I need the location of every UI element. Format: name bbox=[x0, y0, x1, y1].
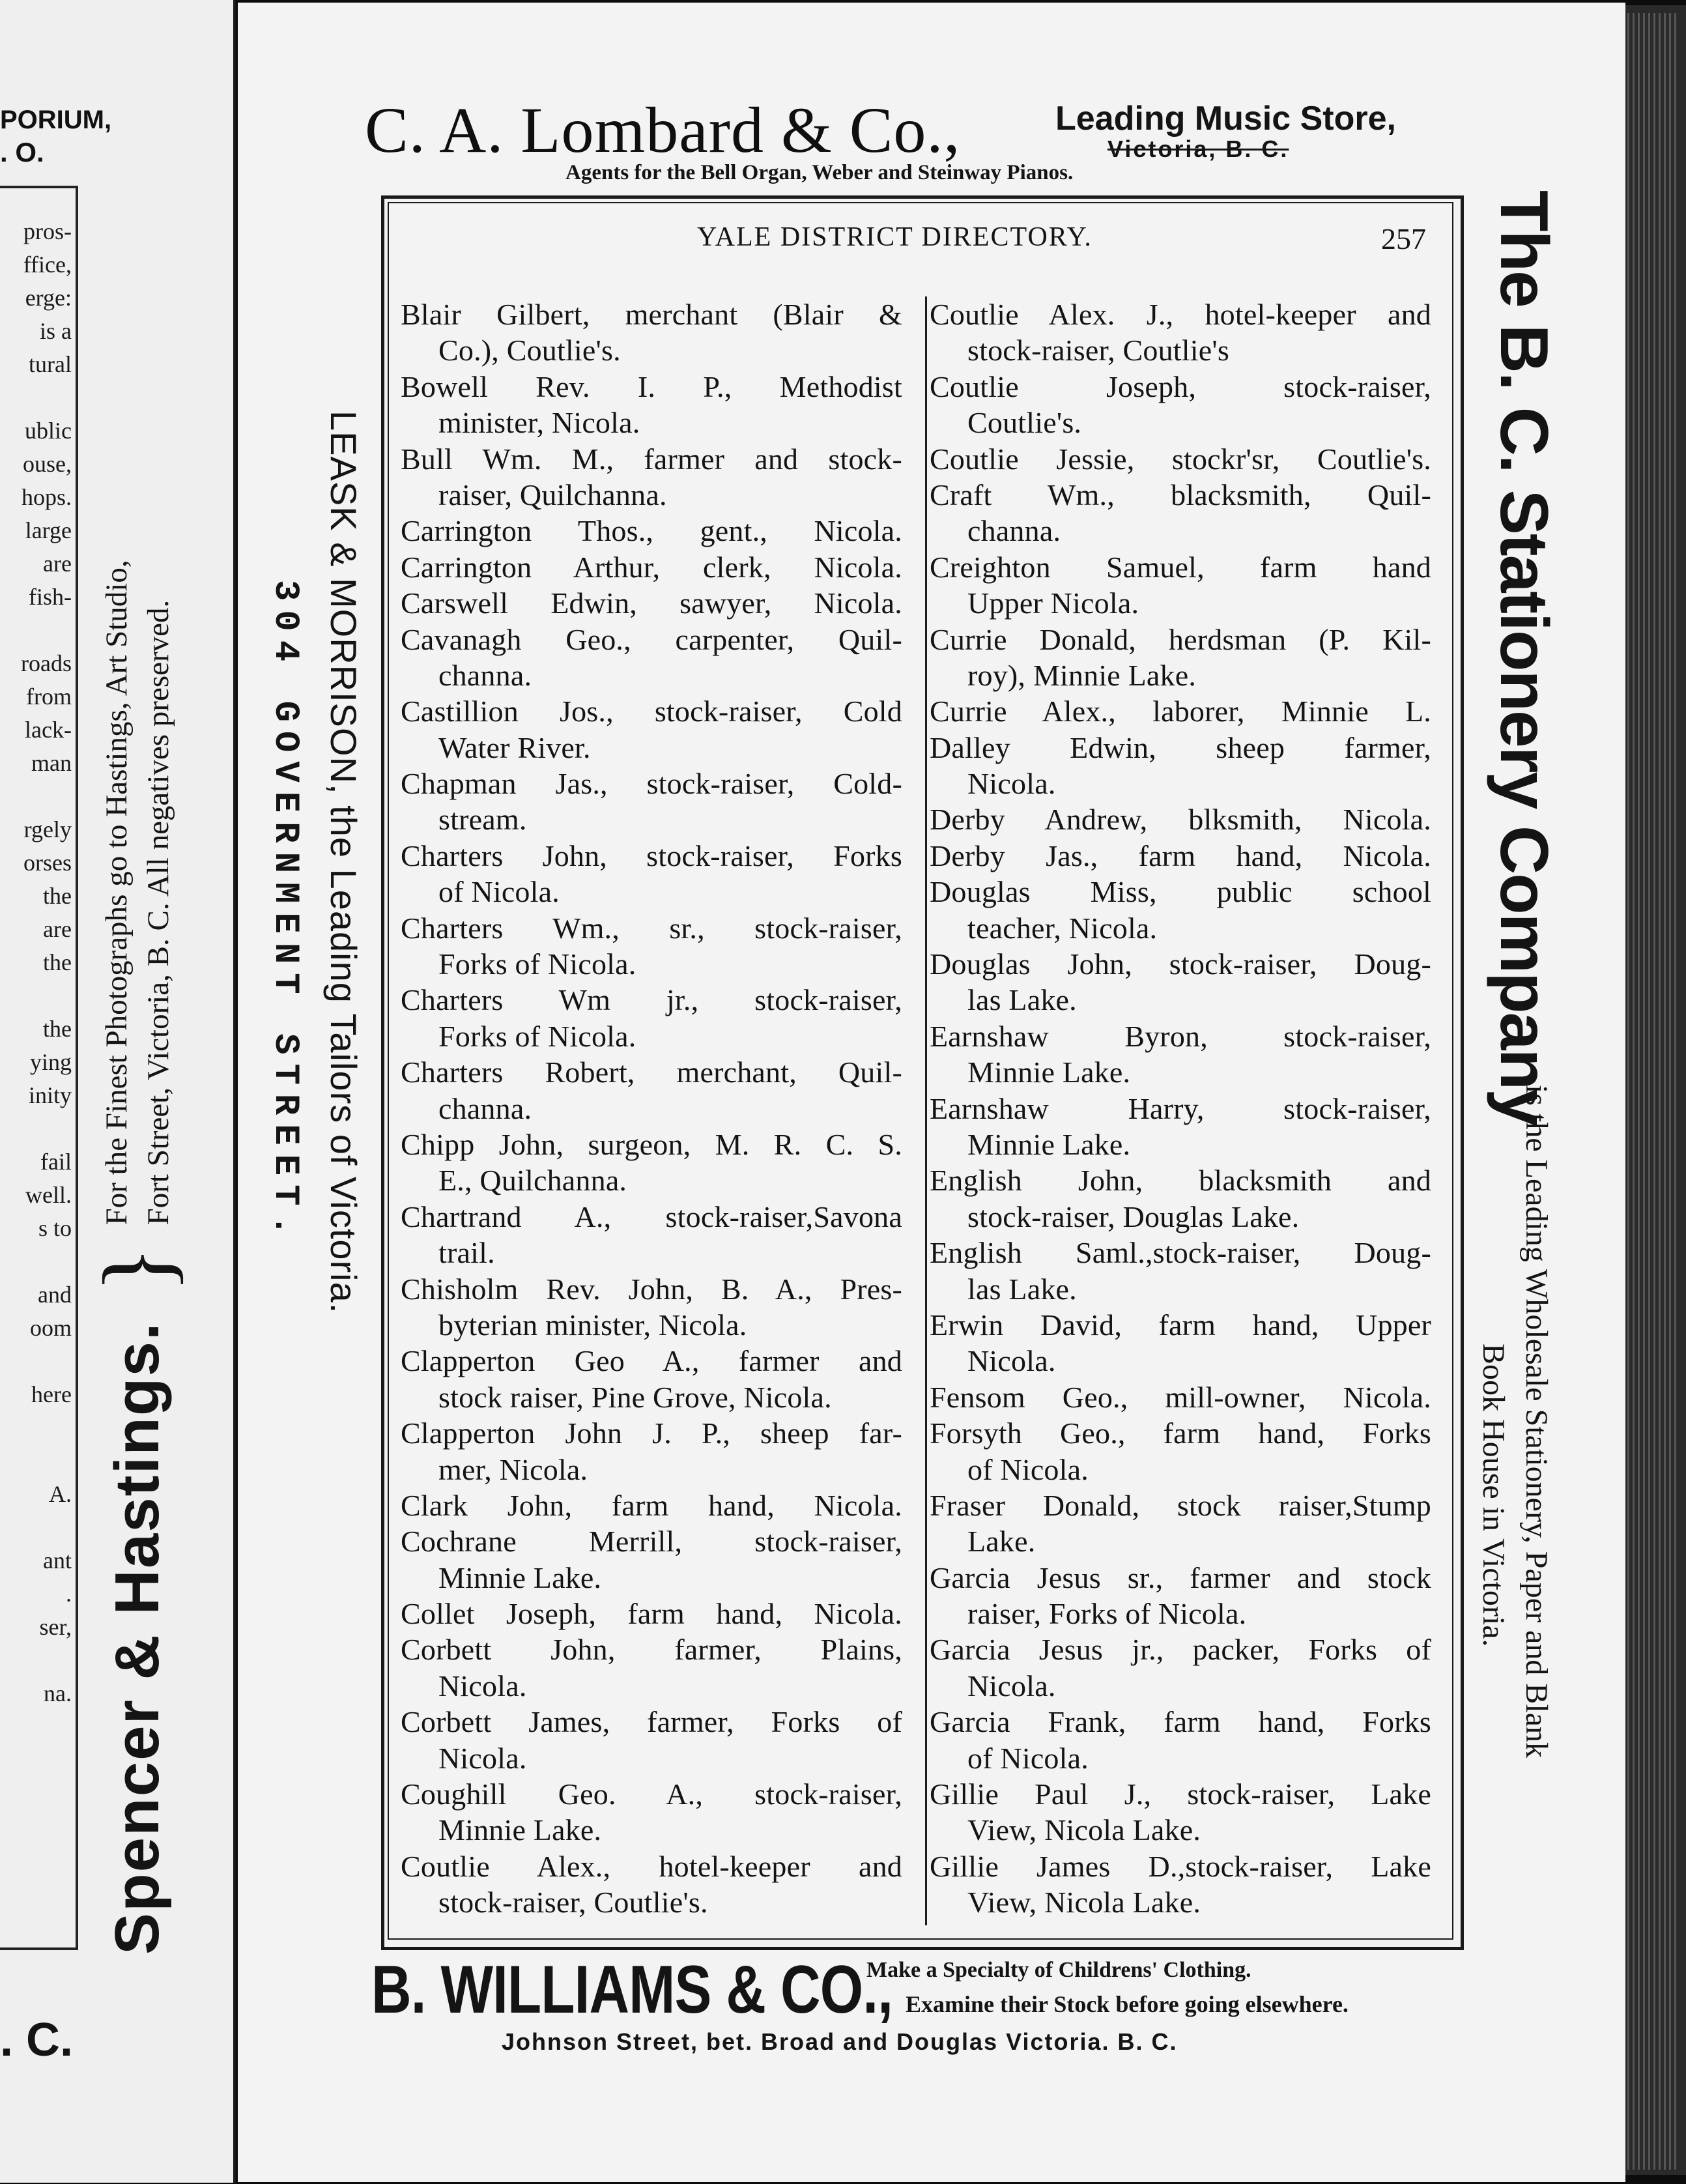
directory-entry-line: las Lake. bbox=[967, 1272, 1077, 1306]
bc-stationery-title: The B. C. Stationery Company bbox=[1486, 190, 1562, 1125]
directory-entry-line: minister, Nicola. bbox=[438, 406, 640, 440]
directory-entry-line: Lake. bbox=[967, 1525, 1036, 1559]
directory-entry-line: Carrington Arthur, clerk, Nicola. bbox=[401, 550, 902, 584]
left-page-fragment bbox=[0, 1345, 72, 1378]
directory-entry-line: Castillion Jos., stock-raiser, Cold bbox=[401, 695, 902, 728]
directory-entry-line: stock raiser, Pine Grove, Nicola. bbox=[438, 1380, 832, 1414]
williams-tagline-1: Make a Specialty of Childrens' Clothing. bbox=[866, 1958, 1251, 1982]
left-page-fragment: pros- bbox=[23, 218, 72, 244]
leask-morrison-text: LEASK & MORRISON, the Leading Tailors of Victoria. bbox=[323, 410, 364, 1314]
left-page-fragment: fish- bbox=[29, 584, 72, 610]
directory-entry-line: Currie Donald, herdsman (P. Kil- bbox=[930, 622, 1431, 656]
directory-entry-line: English John, blacksmith and bbox=[930, 1164, 1431, 1198]
left-page-fragment: hops. bbox=[21, 484, 72, 510]
directory-entry-line: Blair Gilbert, merchant (Blair & bbox=[401, 298, 902, 331]
spencer-line-1: For the Finest Photographs go to Hastings, Art Studio, bbox=[100, 560, 134, 1226]
directory-entry-line: of Nicola. bbox=[967, 1741, 1089, 1775]
left-page-fragment: ouse, bbox=[23, 451, 72, 477]
left-page-fragment bbox=[0, 780, 72, 813]
left-page-fragment: are bbox=[43, 916, 72, 942]
directory-entry-line: Clark John, farm hand, Nicola. bbox=[401, 1488, 902, 1522]
directory-entry-line: Coutlie's. bbox=[967, 406, 1082, 440]
directory-entry-line: stock-raiser, Coutlie's. bbox=[438, 1886, 708, 1919]
directory-entry-line: Chipp John, surgeon, M. R. C. S. bbox=[401, 1127, 902, 1161]
spencer-hastings-text bbox=[96, 560, 179, 1225]
directory-entry-line: Fensom Geo., mill-owner, Nicola. bbox=[930, 1380, 1431, 1414]
directory-entry-line: Currie Alex., laborer, Minnie L. bbox=[930, 695, 1431, 728]
directory-entry-line: Carrington Thos., gent., Nicola. bbox=[401, 514, 902, 548]
directory-entry-line: Collet Joseph, farm hand, Nicola. bbox=[401, 1597, 902, 1631]
left-page-fragment bbox=[0, 1112, 72, 1145]
left-page-fragment bbox=[0, 1444, 72, 1478]
directory-entry-line: Gillie Paul J., stock-raiser, Lake bbox=[930, 1777, 1431, 1811]
left-page-fragment: the bbox=[43, 883, 72, 909]
directory-entry-line: of Nicola. bbox=[438, 875, 560, 909]
directory-entry-line: Clapperton John J. P., sheep far- bbox=[401, 1416, 902, 1450]
bc-stationery-line-2: Book House in Victoria. bbox=[1476, 1343, 1511, 1647]
directory-entry-line: Charters John, stock-raiser, Forks bbox=[401, 839, 902, 872]
directory-entry-line: Garcia Jesus jr., packer, Forks of bbox=[930, 1633, 1431, 1667]
directory-entry-line: Douglas Miss, public school bbox=[930, 875, 1431, 909]
directory-entry-line: raiser, Forks of Nicola. bbox=[967, 1597, 1247, 1631]
directory-entry-line: View, Nicola Lake. bbox=[967, 1886, 1201, 1919]
running-head: YALE DISTRICT DIRECTORY. bbox=[697, 222, 1093, 252]
left-page-fragment bbox=[0, 1245, 72, 1278]
left-page-fragment bbox=[0, 1644, 72, 1677]
left-page-fragment bbox=[0, 979, 72, 1013]
left-page-fragment: na. bbox=[44, 1680, 72, 1706]
directory-entry-line: Fraser Donald, stock raiser,Stump bbox=[930, 1488, 1431, 1522]
left-page-fragment: s to bbox=[38, 1215, 72, 1241]
left-page-fragment: ant bbox=[43, 1547, 72, 1573]
directory-entry-line: Upper Nicola. bbox=[967, 586, 1139, 620]
directory-entry-line: Chisholm Rev. John, B. A., Pres- bbox=[401, 1272, 902, 1306]
directory-entry-line: Co.), Coutlie's. bbox=[438, 334, 621, 367]
directory-entry-line: Minnie Lake. bbox=[967, 1127, 1131, 1161]
directory-entry-line: Coughill Geo. A., stock-raiser, bbox=[401, 1777, 902, 1811]
left-page-fragment: the bbox=[43, 949, 72, 975]
directory-entry-line: Coutlie Jessie, stockr'sr, Coutlie's. bbox=[930, 442, 1431, 476]
directory-entry-line: byterian minister, Nicola. bbox=[438, 1308, 747, 1342]
directory-entry-line: Minnie Lake. bbox=[438, 1560, 602, 1594]
directory-entry-line: Charters Wm., sr., stock-raiser, bbox=[401, 911, 902, 945]
directory-entry-line: Creighton Samuel, farm hand bbox=[930, 550, 1431, 584]
left-page-fragment: well. bbox=[25, 1182, 72, 1208]
directory-entry-line: Nicola. bbox=[967, 1344, 1056, 1378]
page-number: 257 bbox=[1381, 222, 1426, 255]
directory-entry-line: Charters Robert, merchant, Quil- bbox=[401, 1056, 902, 1089]
directory-entry-line: Coutlie Alex. J., hotel-keeper and bbox=[930, 298, 1431, 331]
directory-entry-line: Gillie James D.,stock-raiser, Lake bbox=[930, 1849, 1431, 1883]
directory-entry-line: Cavanagh Geo., carpenter, Quil- bbox=[401, 622, 902, 656]
left-page-fragment: fail bbox=[40, 1149, 72, 1175]
directory-entry-line: Charters Wm jr., stock-raiser, bbox=[401, 983, 902, 1017]
directory-entry-line: Derby Andrew, blksmith, Nicola. bbox=[930, 803, 1431, 837]
directory-entry-line: Corbett James, farmer, Forks of bbox=[401, 1705, 902, 1739]
left-page-fragment: orses bbox=[23, 850, 72, 876]
left-page-fragment: inity bbox=[28, 1082, 72, 1108]
directory-entry-line: las Lake. bbox=[967, 983, 1077, 1017]
directory-entry-line: Garcia Jesus sr., farmer and stock bbox=[930, 1560, 1431, 1594]
left-page-fragment bbox=[0, 381, 72, 414]
directory-entry-line: View, Nicola Lake. bbox=[967, 1813, 1201, 1847]
spencer-hastings-ad bbox=[81, 182, 193, 1955]
directory-entry-line: Clapperton Geo A., farmer and bbox=[401, 1344, 902, 1378]
column-divider bbox=[925, 296, 927, 1925]
directory-entry-line: Nicola. bbox=[438, 1669, 527, 1703]
directory-entry-line: Earnshaw Harry, stock-raiser, bbox=[930, 1091, 1431, 1125]
left-page-fragment: ublic bbox=[25, 418, 72, 444]
left-page-fragment: rgely bbox=[23, 816, 72, 842]
directory-entry-line: Bowell Rev. I. P., Methodist bbox=[401, 369, 902, 403]
left-page-fragment: roads bbox=[21, 650, 72, 676]
directory-entry-line: Erwin David, farm hand, Upper bbox=[930, 1308, 1431, 1342]
left-page-fragment bbox=[0, 614, 72, 647]
directory-entry-line: roy), Minnie Lake. bbox=[967, 658, 1197, 692]
left-page-fragment: tural bbox=[29, 351, 72, 377]
left-page-fragment: erge: bbox=[25, 285, 72, 311]
left-page-fragment: oom bbox=[29, 1315, 72, 1341]
left-page-fragment: here bbox=[31, 1381, 72, 1407]
directory-entry-line: Coutlie Alex., hotel-keeper and bbox=[401, 1849, 902, 1883]
bc-stationery-line-1: is the Leading Wholesale Stationery, Paper and Blank bbox=[1519, 1085, 1554, 1759]
directory-entry-line: raiser, Quilchanna. bbox=[438, 478, 667, 511]
directory-entry-line: stock-raiser, Douglas Lake. bbox=[967, 1200, 1300, 1233]
directory-entry-line: stream. bbox=[438, 803, 527, 837]
left-page-fragment bbox=[0, 1411, 72, 1444]
left-page-fragment: ying bbox=[29, 1049, 72, 1075]
directory-entry-line: Douglas John, stock-raiser, Doug- bbox=[930, 947, 1431, 981]
lombard-company-name: C. A. Lombard & Co., bbox=[365, 94, 961, 166]
directory-left-column bbox=[401, 296, 902, 1921]
directory-entry-line: Minnie Lake. bbox=[438, 1813, 602, 1847]
directory-entry-line: trail. bbox=[438, 1236, 495, 1270]
directory-entry-line: stock-raiser, Coutlie's bbox=[967, 334, 1229, 367]
left-page-fragment: lack- bbox=[25, 717, 72, 743]
directory-entry-line: English Saml.,stock-raiser, Doug- bbox=[930, 1236, 1431, 1270]
directory-entry-line: Chartrand A., stock-raiser,Savona bbox=[401, 1200, 902, 1233]
directory-entry-line: of Nicola. bbox=[967, 1452, 1089, 1486]
book-page-edge-lines bbox=[1627, 13, 1679, 2170]
left-page-header-2: . O. bbox=[0, 137, 44, 167]
directory-entry-line: Bull Wm. M., farmer and stock- bbox=[401, 442, 902, 476]
left-page-fragment bbox=[0, 1511, 72, 1544]
directory-entry-line: Carswell Edwin, sawyer, Nicola. bbox=[401, 586, 902, 620]
left-page-fragment: and bbox=[38, 1282, 72, 1308]
leask-morrison-ad bbox=[322, 410, 365, 1314]
directory-entry-line: E., Quilchanna. bbox=[438, 1164, 627, 1198]
directory-right-column bbox=[930, 296, 1431, 1921]
lombard-agents-line: Agents for the Bell Organ, Weber and Steinway Pianos. bbox=[565, 161, 1074, 184]
directory-entry-line: Water River. bbox=[438, 730, 591, 764]
left-page-fragment: . bbox=[66, 1581, 72, 1607]
directory-entry-line: Forsyth Geo., farm hand, Forks bbox=[930, 1416, 1431, 1450]
left-page-fragment: from bbox=[26, 683, 72, 710]
directory-entry-line: channa. bbox=[438, 1091, 532, 1125]
directory-entry-line: Forks of Nicola. bbox=[438, 947, 636, 981]
directory-entry-line: Derby Jas., farm hand, Nicola. bbox=[930, 839, 1431, 872]
left-page-fragment: ffice, bbox=[23, 251, 72, 278]
spencer-hastings-name: Spencer & Hastings. bbox=[102, 1321, 172, 1955]
directory-entry-line: Coutlie Joseph, stock-raiser, bbox=[930, 369, 1431, 403]
directory-entry-line: Nicola. bbox=[967, 767, 1056, 801]
directory-entry-line: Forks of Nicola. bbox=[438, 1019, 636, 1053]
left-page-footer: . C. bbox=[0, 2014, 74, 2066]
left-page-header-1: PORIUM, bbox=[0, 106, 112, 134]
williams-company-name: B. WILLIAMS & CO., bbox=[371, 1952, 893, 2028]
leask-morrison-address: 304 GOVERNMENT STREET. bbox=[265, 580, 305, 1245]
directory-entry-line: mer, Nicola. bbox=[438, 1452, 588, 1486]
williams-address: Johnson Street, bet. Broad and Douglas Victoria. B. C. bbox=[502, 2028, 1178, 2055]
directory-entry-line: Minnie Lake. bbox=[967, 1056, 1131, 1089]
directory-entry-line: teacher, Nicola. bbox=[967, 911, 1158, 945]
lombard-store-city: Victoria, B. C. bbox=[1107, 136, 1289, 162]
brace-glyph: } bbox=[83, 1246, 192, 1293]
left-page-fragment: the bbox=[43, 1016, 72, 1042]
directory-entry-line: Dalley Edwin, sheep farmer, bbox=[930, 730, 1431, 764]
left-page-fragment: are bbox=[43, 551, 72, 577]
directory-entry-line: Chapman Jas., stock-raiser, Cold- bbox=[401, 767, 902, 801]
directory-entry-line: Nicola. bbox=[967, 1669, 1056, 1703]
directory-entry-line: Cochrane Merrill, stock-raiser, bbox=[401, 1525, 902, 1559]
left-page-fragment: large bbox=[25, 517, 72, 543]
directory-entry-line: channa. bbox=[967, 514, 1061, 548]
left-page-fragment: A. bbox=[49, 1481, 72, 1507]
williams-tagline-2: Examine their Stock before going elsewhere. bbox=[906, 1991, 1349, 2017]
left-page-fragments bbox=[0, 215, 72, 1710]
directory-entry-line: Craft Wm., blacksmith, Quil- bbox=[930, 478, 1431, 511]
directory-entry-line: Earnshaw Byron, stock-raiser, bbox=[930, 1019, 1431, 1053]
lombard-store-title: Leading Music Store, bbox=[1055, 100, 1396, 137]
directory-entry-line: channa. bbox=[438, 658, 532, 692]
left-page-fragment: man bbox=[31, 750, 72, 776]
directory-entry-line: Nicola. bbox=[438, 1741, 527, 1775]
directory-entry-line: Corbett John, farmer, Plains, bbox=[401, 1633, 902, 1667]
spencer-line-2: Fort Street, Victoria, B. C. All negatives preserved. bbox=[141, 599, 175, 1226]
directory-entry-line: Garcia Frank, farm hand, Forks bbox=[930, 1705, 1431, 1739]
left-page-fragment: is a bbox=[40, 318, 72, 344]
left-page-fragment: ser, bbox=[39, 1614, 72, 1640]
